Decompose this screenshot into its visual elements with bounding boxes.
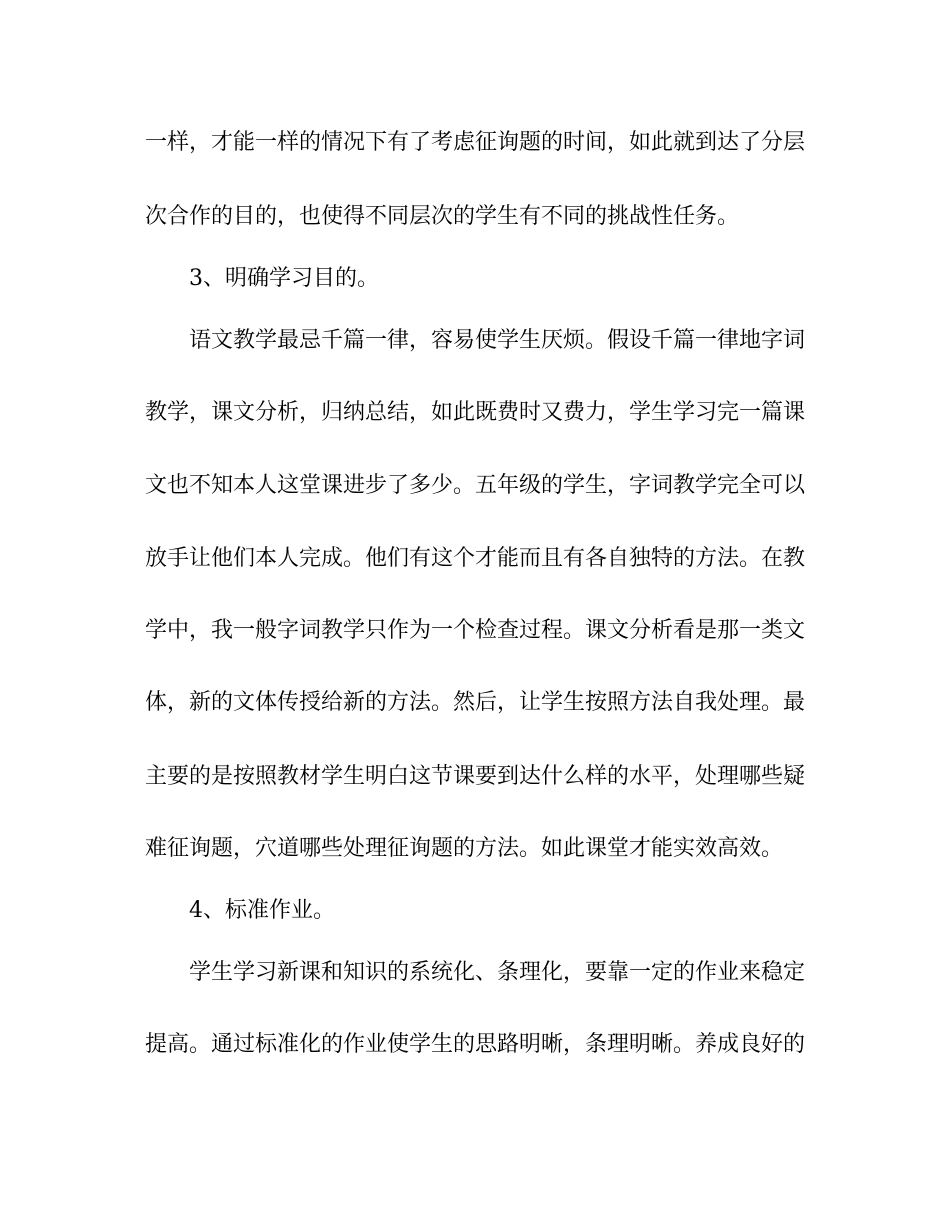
paragraph-line: 体，新的文体传授给新的方法。然后，让学生按照方法自我处理。最 [145,690,806,715]
paragraph-line: 文也不知本人这堂课进步了多少。五年级的学生，字词教学完全可以 [145,473,806,498]
paragraph-line: 提高。通过标准化的作业使学生的思路明晰，条理明晰。养成良好的 [145,1032,806,1057]
paragraph-line: 语文教学最忌千篇一律，容易使学生厌烦。假设千篇一律地字词 [189,328,806,353]
paragraph-line: 教学，课文分析，归纳总结，如此既费时又费力，学生学习完一篇课 [145,400,806,425]
paragraph-line: 次合作的目的，也使得不同层次的学生有不同的挑战性任务。 [145,204,740,229]
paragraph-line: 一样，才能一样的情况下有了考虑征询题的时间，如此就到达了分层 [145,130,806,155]
paragraph-line: 学中，我一般字词教学只作为一个检查过程。课文分析看是那一类文 [145,618,806,643]
paragraph-line: 主要的是按照教材学生明白这节课要到达什么样的水平，处理哪些疑 [145,764,806,789]
section-heading: 3、明确学习目的。 [189,266,379,291]
paragraph-line: 难征询题，穴道哪些处理征询题的方法。如此课堂才能实效高效。 [145,836,784,861]
paragraph-line: 放手让他们本人完成。他们有这个才能而且有各自独特的方法。在教 [145,546,806,571]
section-heading: 4、标准作业。 [189,898,335,923]
paragraph-line: 学生学习新课和知识的系统化、条理化，要靠一定的作业来稳定 [189,960,806,985]
